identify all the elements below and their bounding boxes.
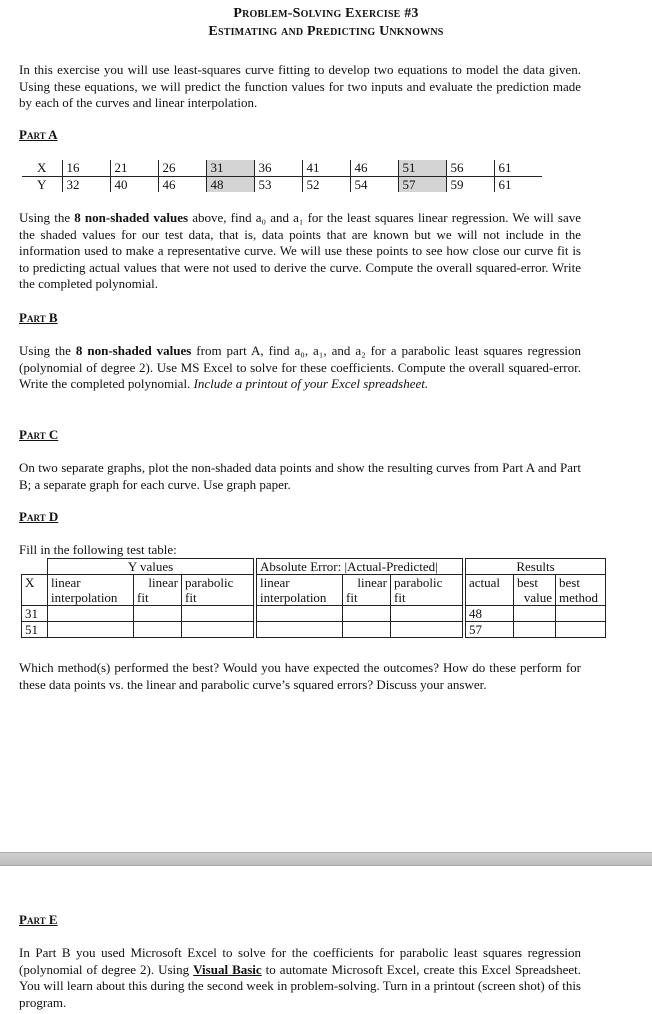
x-value-cell: 46 bbox=[350, 160, 398, 176]
row-1-error-linear-fit-cell[interactable] bbox=[343, 606, 391, 622]
x-value-cell: 16 bbox=[62, 160, 110, 176]
row-2-error-linear-fit-cell[interactable] bbox=[343, 622, 391, 638]
visual-basic-link[interactable]: Visual Basic bbox=[193, 961, 262, 977]
title-line-2: Estimating and Predicting Unknowns bbox=[208, 24, 444, 39]
part-b-text-mid: from part A, find a₀, a₁, and a₂ for a parabolic least squares regression (polynomial of degree 2). Use MS Excel to solve for these coefficients. Compute the overall squared-error. Write the completed polynomial. bbox=[19, 343, 581, 391]
row-2-best-value-cell[interactable] bbox=[514, 622, 556, 638]
part-b-text-pre: Using the bbox=[19, 343, 76, 358]
row-1-best-method-cell[interactable] bbox=[556, 606, 606, 622]
part-d-question: Which method(s) performed the best? Would you have expected the outcomes? How do these perform for these data points vs. the linear and parabolic curve’s squared errors? Discuss your answer. bbox=[19, 660, 581, 692]
part-b-paragraph bbox=[19, 343, 581, 393]
row-1-actual: 48 bbox=[466, 606, 514, 622]
part-e-paragraph bbox=[19, 945, 581, 1011]
x-value-cell: 56 bbox=[446, 160, 494, 176]
y-value-cell: 53 bbox=[254, 176, 302, 192]
part-c-heading: Part C bbox=[19, 427, 59, 442]
part-b-text-italic: Include a printout of your Excel spreadsheet. bbox=[193, 376, 429, 391]
x-value-cell: 51 bbox=[398, 160, 446, 176]
col-x-header: X bbox=[22, 575, 48, 606]
col-error-parabolic-fit-header: parabolic fit bbox=[391, 575, 463, 606]
x-value-cell: 36 bbox=[254, 160, 302, 176]
x-label: X bbox=[22, 160, 62, 176]
row-1-linear-interpolation-cell[interactable] bbox=[48, 606, 134, 622]
y-value-cell: 59 bbox=[446, 176, 494, 192]
x-value-cell: 41 bbox=[302, 160, 350, 176]
row-1-error-linear-interpolation-cell[interactable] bbox=[257, 606, 343, 622]
row-1-parabolic-fit-cell[interactable] bbox=[182, 606, 254, 622]
y-values-header: Y values bbox=[48, 559, 254, 575]
col-actual-header: actual bbox=[466, 575, 514, 606]
part-e-heading: Part E bbox=[19, 912, 58, 927]
y-value-cell: 61 bbox=[494, 176, 542, 192]
y-value-cell: 32 bbox=[62, 176, 110, 192]
x-value-cell: 21 bbox=[110, 160, 158, 176]
xy-data-table bbox=[22, 160, 542, 192]
page-break-divider bbox=[0, 852, 652, 866]
y-row bbox=[22, 176, 542, 192]
part-a-text-post: above, find a₀ and a₁ for the least squares linear regression. We will save the shaded values for our test data, that is, data points that are known but we will not include in the information used to make a representative curve. We will use these points to see how close our curve fit is to predicting actual values that were not used to derive the curve. Compute the overall squared-error. Write the completed polynomial. bbox=[19, 210, 581, 291]
y-value-cell: 48 bbox=[206, 176, 254, 192]
row-2-best-method-cell[interactable] bbox=[556, 622, 606, 638]
y-value-cell: 40 bbox=[110, 176, 158, 192]
y-value-cell: 46 bbox=[158, 176, 206, 192]
x-value-cell: 31 bbox=[206, 160, 254, 176]
part-c-paragraph: On two separate graphs, plot the non-shaded data points and show the resulting curves from Part A and Part B; a separate graph for each curve. Use graph paper. bbox=[19, 460, 581, 492]
y-value-cell: 54 bbox=[350, 176, 398, 192]
part-e-text-post: to automate Microsoft Excel, create this Excel Spreadsheet. You will learn about this during the second week in problem-solving. Turn in a printout (screen shot) of this program. bbox=[19, 961, 582, 1010]
part-a-paragraph bbox=[19, 210, 581, 293]
row-2-actual: 57 bbox=[466, 622, 514, 638]
intro-paragraph: In this exercise you will use least-squares curve fitting to develop two equations to model the data given. Using these equations, we will predict the function values for two inputs and evaluate the prediction made by each of the curves and linear interpolation. bbox=[19, 62, 581, 110]
part-b-text-bold: 8 non-shaded values bbox=[75, 343, 192, 358]
row-1-error-parabolic-fit-cell[interactable] bbox=[391, 606, 463, 622]
col-error-linear-interpolation-header: linear interpolation bbox=[257, 575, 343, 606]
row-1-best-value-cell[interactable] bbox=[514, 606, 556, 622]
table-row bbox=[22, 622, 606, 638]
col-linear-fit-header: linear fit bbox=[134, 575, 182, 606]
x-value-cell: 26 bbox=[158, 160, 206, 176]
part-a-heading: Part A bbox=[19, 127, 58, 142]
row-2-linear-interpolation-cell[interactable] bbox=[48, 622, 134, 638]
col-best-value-header: best value bbox=[514, 575, 556, 606]
results-header: Results bbox=[466, 559, 606, 575]
x-row bbox=[22, 160, 542, 176]
col-parabolic-fit-header: parabolic fit bbox=[182, 575, 254, 606]
table-row bbox=[22, 606, 606, 622]
row-2-linear-fit-cell[interactable] bbox=[134, 622, 182, 638]
part-d-heading: Part D bbox=[19, 509, 59, 524]
row-2-error-linear-interpolation-cell[interactable] bbox=[257, 622, 343, 638]
y-label: Y bbox=[37, 176, 47, 192]
row-2-parabolic-fit-cell[interactable] bbox=[182, 622, 254, 638]
test-table-group-row bbox=[22, 559, 606, 575]
part-a-text-bold: 8 non-shaded values bbox=[74, 210, 189, 225]
col-best-method-header: best method bbox=[556, 575, 606, 606]
test-table bbox=[21, 558, 606, 638]
x-value-cell: 61 bbox=[494, 160, 542, 176]
absolute-error-header: Absolute Error: |Actual-Predicted| bbox=[257, 559, 463, 575]
col-linear-interpolation-header: linear interpolation bbox=[48, 575, 134, 606]
test-table-column-row bbox=[22, 575, 606, 606]
y-value-cell: 57 bbox=[398, 176, 446, 192]
part-d-lead: Fill in the following test table: bbox=[19, 542, 177, 557]
row-1-x: 31 bbox=[22, 606, 48, 622]
y-value-cell: 52 bbox=[302, 176, 350, 192]
part-b-heading: Part B bbox=[19, 310, 58, 325]
part-e-text-pre: In Part B you used Microsoft Excel to solve for the coefficients for parabolic least squares regression (polynomial of degree 2). Using bbox=[19, 945, 581, 977]
title-line-1: Problem-Solving Exercise #3 bbox=[233, 6, 419, 21]
row-1-linear-fit-cell[interactable] bbox=[134, 606, 182, 622]
row-2-error-parabolic-fit-cell[interactable] bbox=[391, 622, 463, 638]
col-error-linear-fit-header: linear fit bbox=[343, 575, 391, 606]
row-2-x: 51 bbox=[22, 622, 48, 638]
part-a-text-pre: Using the bbox=[19, 210, 75, 225]
